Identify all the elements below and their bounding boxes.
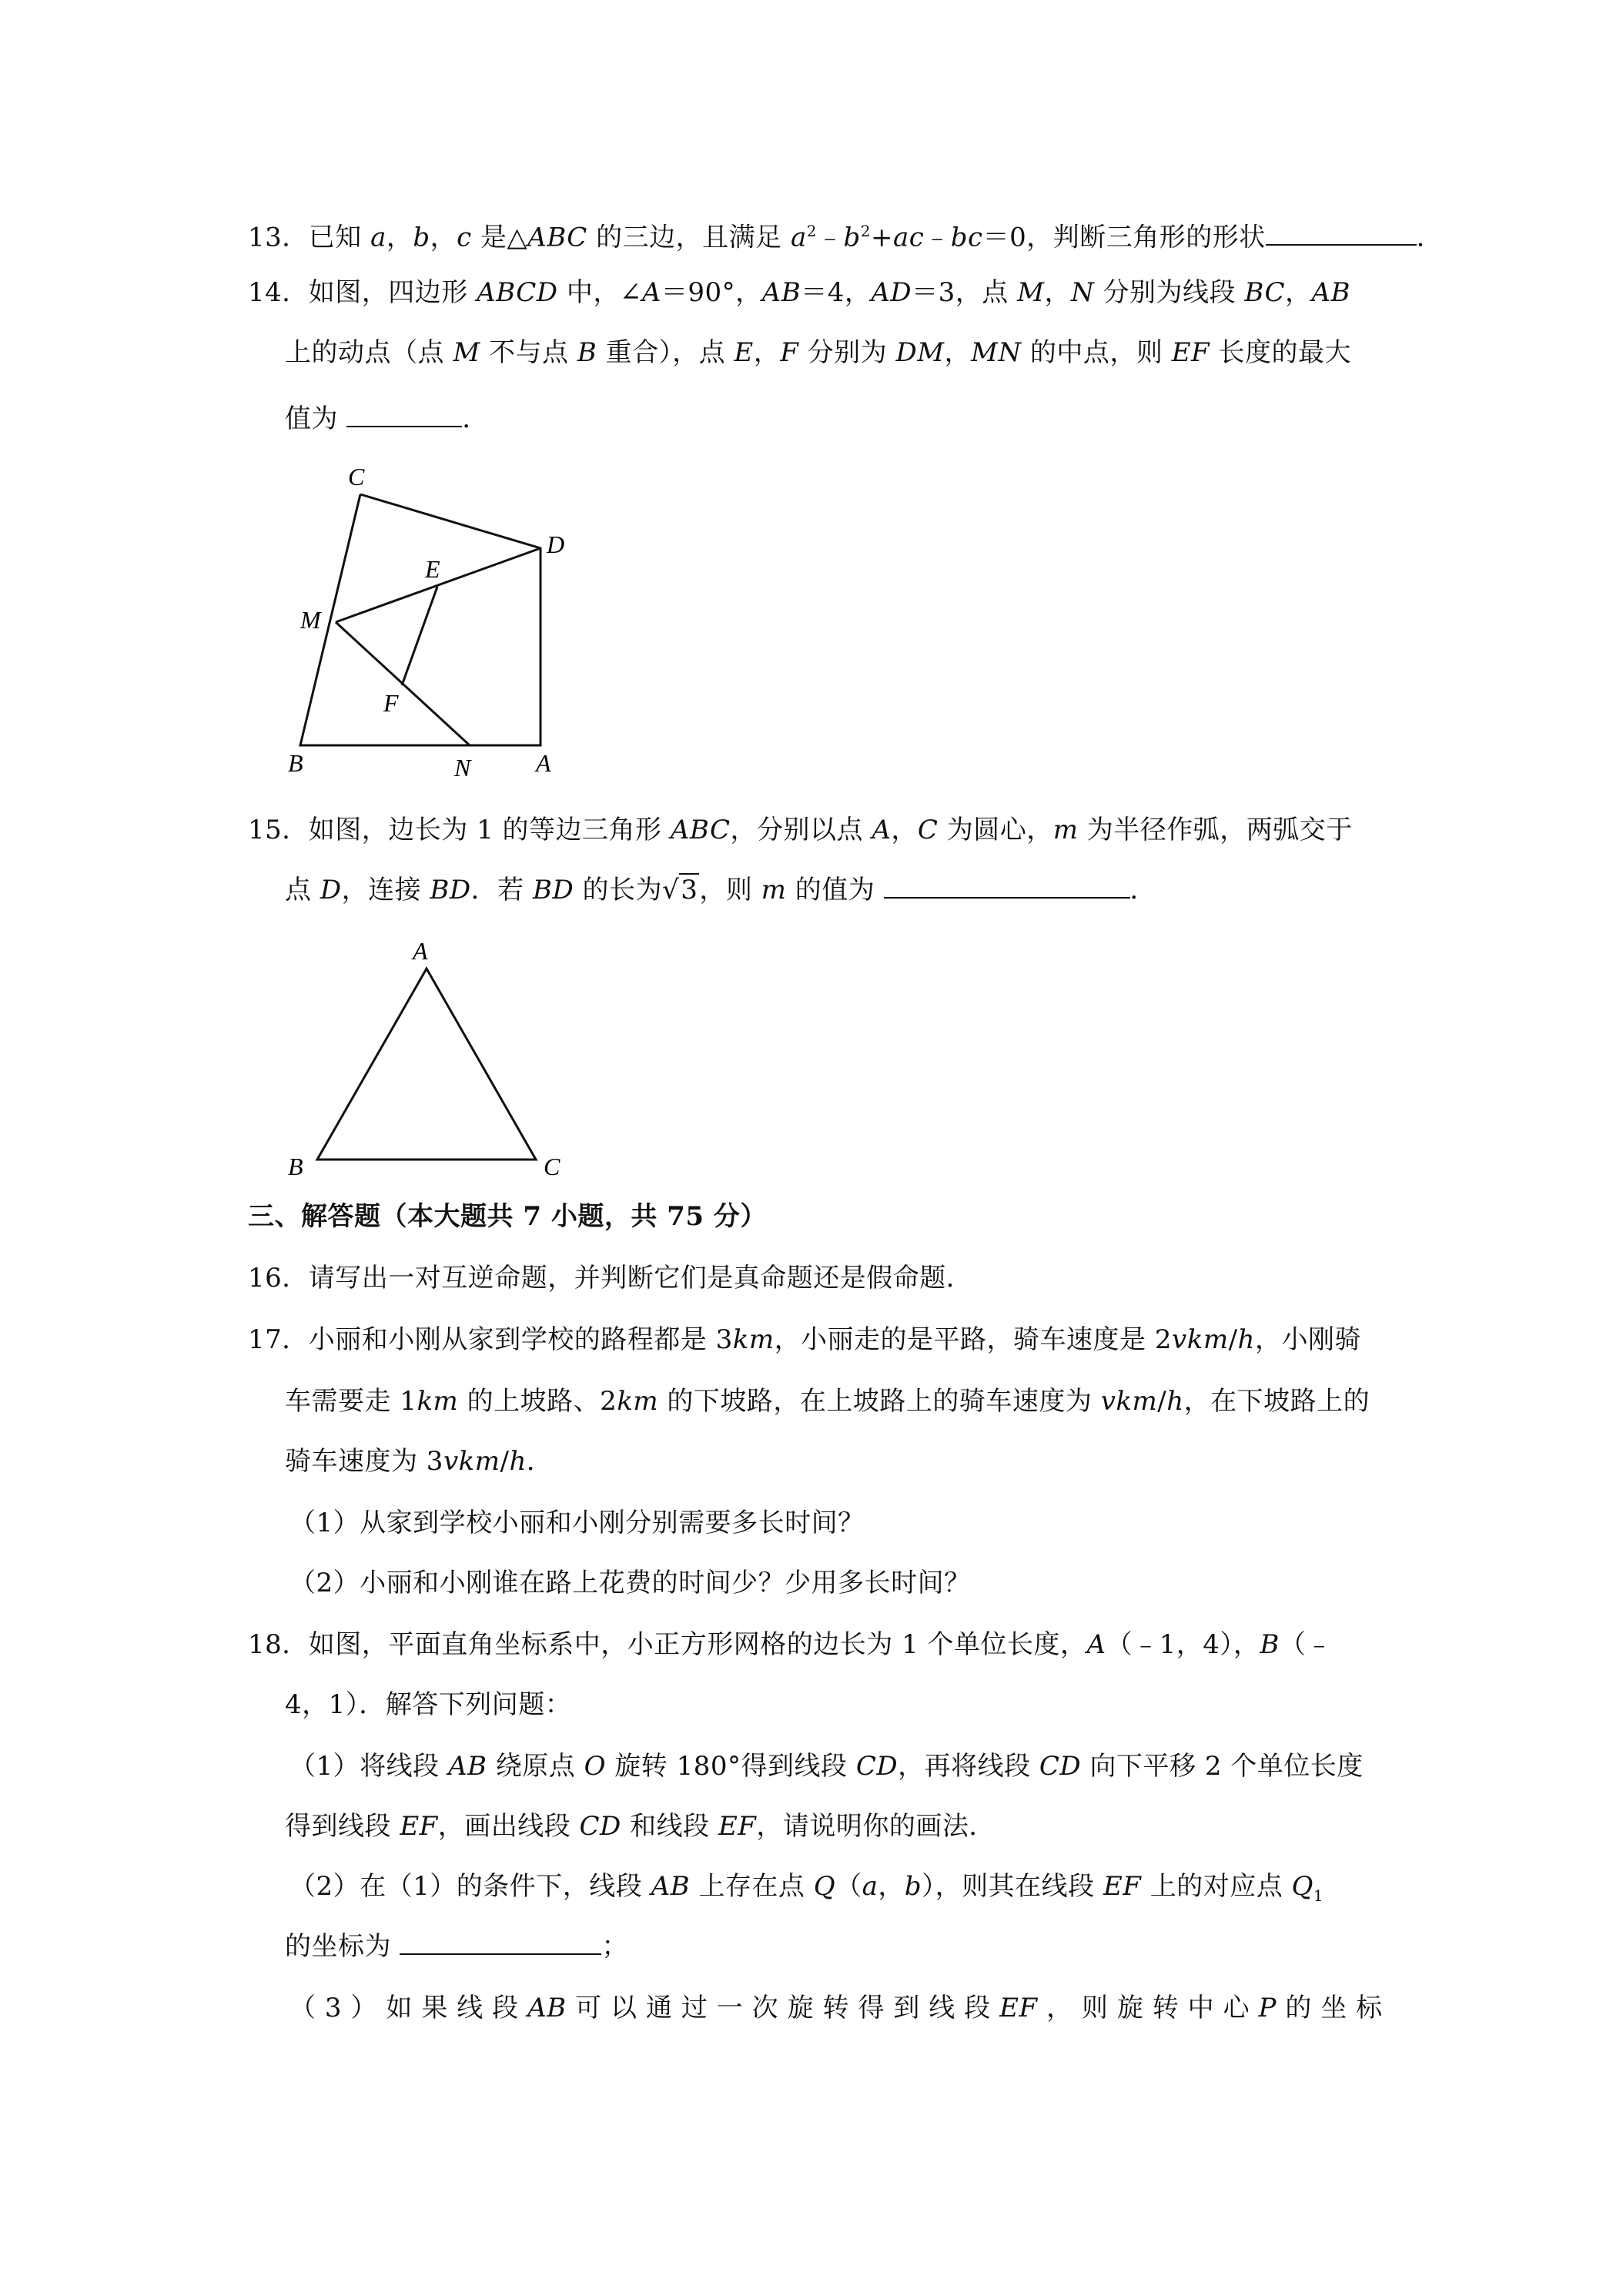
question-13 bbox=[248, 214, 1443, 254]
text: 得到线段 bbox=[285, 1811, 400, 1842]
question-number: 13． bbox=[248, 222, 309, 253]
question-18-sub-1-line-2 bbox=[285, 1809, 996, 1843]
question-17-sub-1: （1）从家到学校小丽和小刚分别需要多长时间？ bbox=[289, 1508, 865, 1538]
unit: h bbox=[509, 1446, 527, 1477]
text: 线 bbox=[929, 1993, 955, 2023]
label-e: E bbox=[425, 555, 440, 583]
question-15-line-2 bbox=[285, 873, 1156, 907]
text: 小丽和小刚从家到学校的路程都是 3 bbox=[308, 1324, 733, 1355]
text: 车需要走 1 bbox=[285, 1386, 417, 1417]
math-var: N bbox=[1070, 277, 1095, 308]
text: 如图，平面直角坐标系中，小正方形网格的边长为 1 个单位长度， bbox=[308, 1629, 1087, 1660]
subscript: 1 bbox=[1313, 1886, 1324, 1905]
question-17-line-2 bbox=[285, 1384, 1370, 1418]
question-18-sub-2-line-1 bbox=[289, 1869, 1323, 1913]
text: 的三边，且满足 bbox=[587, 222, 791, 253]
text: 通 bbox=[645, 1993, 673, 2023]
text: 转 bbox=[1152, 1993, 1180, 2023]
text: ． bbox=[526, 1446, 554, 1477]
question-number: 16． bbox=[248, 1263, 309, 1294]
answer-blank[interactable] bbox=[400, 1930, 601, 1955]
text: 绕原点 bbox=[487, 1751, 584, 1782]
text: ，则 bbox=[699, 875, 761, 905]
text: ， bbox=[1046, 1993, 1073, 2023]
math-var: EF bbox=[400, 1811, 438, 1842]
text: 上存在点 bbox=[690, 1871, 814, 1902]
text: 上的对应点 bbox=[1141, 1871, 1292, 1902]
text: 可 bbox=[575, 1993, 602, 2023]
text: ＝4， bbox=[801, 277, 872, 308]
math-var: BC bbox=[1244, 277, 1285, 308]
text: 心 bbox=[1223, 1993, 1250, 2023]
text: （2）在（1）的条件下，线段 bbox=[289, 1871, 651, 1902]
math-var: E bbox=[734, 337, 754, 368]
question-text: 请写出一对互逆命题，并判断它们是真命题还是假命题． bbox=[308, 1263, 973, 1294]
text: 如图，边长为 1 的等边三角形 bbox=[308, 815, 671, 845]
quadrilateral-edges bbox=[300, 494, 540, 745]
text: ﹣ bbox=[816, 222, 844, 253]
sqrt-expression bbox=[662, 873, 699, 907]
text: ，再将线段 bbox=[898, 1751, 1039, 1782]
text: 骑车速度为 3 bbox=[285, 1446, 443, 1477]
text: 的上坡路、2 bbox=[458, 1386, 617, 1417]
text: 的长为 bbox=[574, 875, 663, 905]
label-b: B bbox=[288, 749, 303, 777]
text: 为圆心， bbox=[938, 815, 1053, 845]
math-var: m bbox=[761, 875, 787, 905]
text: 段 bbox=[492, 1993, 519, 2023]
math-var: a bbox=[862, 1871, 878, 1902]
figure-quadrilateral-abcd bbox=[277, 454, 585, 785]
math-var: M bbox=[453, 337, 480, 368]
question-18-sub-1-line-1 bbox=[289, 1749, 1364, 1783]
math-var: b bbox=[413, 222, 430, 253]
text: ，连接 bbox=[341, 875, 430, 905]
sqrt-sign: √ bbox=[662, 875, 680, 905]
question-18-sub-3-line-1 bbox=[289, 1991, 1383, 2025]
question-17-line-3 bbox=[285, 1444, 553, 1478]
text: 如 bbox=[386, 1993, 413, 2023]
text: 旋转 180°得到线段 bbox=[606, 1751, 856, 1782]
label-f: F bbox=[383, 689, 399, 717]
text: ，请说明你的画法． bbox=[756, 1811, 996, 1842]
label-b: B bbox=[288, 1153, 303, 1180]
text: ﹣ bbox=[924, 222, 951, 253]
text: （ bbox=[289, 1993, 316, 2023]
text: 的下坡路，在上坡路上的骑车速度为 bbox=[658, 1386, 1101, 1417]
text: ， bbox=[753, 337, 781, 368]
answer-blank[interactable] bbox=[884, 874, 1130, 899]
question-14-line-3 bbox=[285, 402, 489, 436]
text: 值为 bbox=[285, 403, 347, 434]
text: ，在下坡路上的 bbox=[1183, 1386, 1370, 1417]
text: ， bbox=[1284, 277, 1312, 308]
answer-blank[interactable] bbox=[346, 403, 462, 427]
text: 次 bbox=[751, 1993, 779, 2023]
math-var: CD bbox=[855, 1751, 899, 1782]
text: ． bbox=[1129, 875, 1157, 905]
text: 是△ bbox=[471, 222, 528, 253]
text: ，分别以点 bbox=[730, 815, 872, 845]
text: 段 bbox=[964, 1993, 991, 2023]
math-var: A bbox=[872, 815, 892, 845]
text: （﹣1，4）， bbox=[1106, 1629, 1260, 1660]
math-var: c bbox=[457, 222, 472, 253]
math-var: AB bbox=[527, 1993, 567, 2023]
math-var: m bbox=[1052, 815, 1079, 845]
math-var: b bbox=[843, 222, 861, 253]
unit: km bbox=[732, 1324, 775, 1355]
text: ＝0，判断三角形的形状 bbox=[982, 222, 1266, 253]
text: 中，∠ bbox=[557, 277, 642, 308]
math-var: a bbox=[790, 222, 807, 253]
text: ， bbox=[386, 222, 413, 253]
question-16 bbox=[248, 1261, 972, 1295]
text: ，画出线段 bbox=[437, 1811, 580, 1842]
text: 点 bbox=[285, 875, 320, 905]
math-var: a bbox=[370, 222, 387, 253]
text: 为半径作弧，两弧交于 bbox=[1078, 815, 1353, 845]
figure-equilateral-triangle bbox=[285, 929, 577, 1183]
unit: vkm bbox=[1100, 1386, 1158, 1417]
text: 的坐标为 bbox=[285, 1931, 400, 1962]
exponent: 2 bbox=[860, 222, 871, 240]
question-14-line-2 bbox=[285, 336, 1351, 370]
question-17-sub-2: （2）小丽和小刚谁在路上花费的时间少？少用多长时间？ bbox=[289, 1568, 971, 1598]
triangle-abc bbox=[317, 969, 536, 1160]
label-d: D bbox=[547, 530, 565, 558]
math-var: ABCD bbox=[477, 277, 558, 308]
math-var: EF bbox=[1103, 1871, 1142, 1902]
math-var: Q bbox=[1291, 1871, 1313, 1902]
text: 果 bbox=[421, 1993, 448, 2023]
section-3-heading: 三、解答题（本大题共 7 小题，共 75 分） bbox=[248, 1201, 767, 1232]
math-var: AB bbox=[1311, 277, 1351, 308]
text: ），则其在线段 bbox=[922, 1871, 1103, 1902]
math-var: C bbox=[917, 815, 939, 845]
text: 则 bbox=[1081, 1993, 1109, 2023]
math-var: AB bbox=[447, 1751, 487, 1782]
unit: h bbox=[1237, 1324, 1255, 1355]
math-var: A bbox=[1086, 1629, 1106, 1660]
question-17-line-1 bbox=[248, 1323, 1361, 1357]
math-var: ac bbox=[892, 222, 925, 253]
math-var: BD bbox=[532, 875, 574, 905]
math-var: AB bbox=[761, 277, 801, 308]
question-number: 15． bbox=[248, 815, 309, 845]
text: 的 bbox=[1285, 1993, 1312, 2023]
text: 到 bbox=[893, 1993, 920, 2023]
text: 和线段 bbox=[621, 1811, 718, 1842]
math-var: AB bbox=[651, 1871, 691, 1902]
text: （ bbox=[835, 1871, 862, 1902]
label-a: A bbox=[413, 937, 428, 965]
text: ， bbox=[1044, 277, 1071, 308]
text: 过 bbox=[681, 1993, 708, 2023]
unit: vkm bbox=[1172, 1324, 1229, 1355]
math-var: F bbox=[780, 337, 799, 368]
text: 标 bbox=[1356, 1993, 1383, 2023]
math-var: MN bbox=[971, 337, 1022, 368]
label-m: M bbox=[300, 606, 321, 634]
text: 中 bbox=[1187, 1993, 1215, 2023]
question-number: 17． bbox=[248, 1324, 309, 1355]
text: ． bbox=[1416, 222, 1444, 253]
math-var: b bbox=[904, 1871, 922, 1902]
math-var: P bbox=[1258, 1993, 1277, 2023]
math-var: O bbox=[584, 1751, 606, 1782]
text: 分别为 bbox=[798, 337, 896, 368]
text: ＝3，点 bbox=[912, 277, 1018, 308]
question-18-line-2: 4，1）．解答下列问题： bbox=[285, 1689, 572, 1720]
text: ，小刚骑 bbox=[1254, 1324, 1361, 1355]
text: 重合），点 bbox=[597, 337, 735, 368]
math-var: DM bbox=[895, 337, 945, 368]
question-14-line-1 bbox=[248, 276, 1350, 310]
text: 长度的最大 bbox=[1210, 337, 1351, 368]
text: ， bbox=[430, 222, 457, 253]
question-number: 14． bbox=[248, 277, 309, 308]
math-var: B bbox=[1260, 1629, 1280, 1660]
math-var: CD bbox=[1039, 1751, 1082, 1782]
text: ） bbox=[350, 1993, 377, 2023]
sqrt-radicand: 3 bbox=[681, 875, 698, 905]
text: ， bbox=[891, 815, 918, 845]
text: 向下平移 2 个单位长度 bbox=[1081, 1751, 1364, 1782]
text: （1）将线段 bbox=[289, 1751, 448, 1782]
math-var: ABC bbox=[670, 815, 731, 845]
text: 已知 bbox=[308, 222, 371, 253]
math-var: EF bbox=[1171, 337, 1210, 368]
text: 坐 bbox=[1320, 1993, 1347, 2023]
text: ， bbox=[944, 337, 972, 368]
label-c: C bbox=[544, 1153, 561, 1180]
question-number: 18． bbox=[248, 1629, 309, 1660]
unit: km bbox=[417, 1386, 459, 1417]
math-var: EF bbox=[718, 1811, 757, 1842]
label-n: N bbox=[454, 754, 471, 782]
text: 上的动点（点 bbox=[285, 337, 453, 368]
text: / bbox=[1157, 1386, 1167, 1417]
text: ，小丽走的是平路，骑车速度是 2 bbox=[774, 1324, 1173, 1355]
text: 不与点 bbox=[480, 337, 577, 368]
text: 一 bbox=[716, 1993, 744, 2023]
text: （﹣ bbox=[1279, 1629, 1333, 1660]
text: 分别为线段 bbox=[1094, 277, 1245, 308]
unit: km bbox=[617, 1386, 659, 1417]
text: ； bbox=[601, 1931, 628, 1962]
math-var: B bbox=[577, 337, 597, 368]
question-18-sub-2-line-2 bbox=[285, 1930, 628, 1963]
math-var: A bbox=[641, 277, 661, 308]
text: 3 bbox=[324, 1993, 343, 2023]
text: 得 bbox=[858, 1993, 885, 2023]
text: ， bbox=[878, 1871, 905, 1902]
text: ．若 bbox=[470, 875, 533, 905]
text: ＝90°， bbox=[661, 277, 762, 308]
text: 的中点，则 bbox=[1021, 337, 1172, 368]
text: 以 bbox=[610, 1993, 637, 2023]
math-var: M bbox=[1017, 277, 1045, 308]
text: + bbox=[870, 222, 893, 253]
label-c: C bbox=[348, 463, 365, 490]
segment-ef bbox=[402, 587, 437, 685]
math-var: BD bbox=[430, 875, 471, 905]
label-a: A bbox=[536, 749, 551, 777]
exponent: 2 bbox=[806, 222, 817, 240]
math-var: Q bbox=[813, 1871, 836, 1902]
text: 的值为 bbox=[786, 875, 884, 905]
text: 旋 bbox=[787, 1993, 815, 2023]
text: / bbox=[500, 1446, 510, 1477]
question-18-line-1 bbox=[248, 1628, 1333, 1662]
text: 转 bbox=[822, 1993, 850, 2023]
text: / bbox=[1228, 1324, 1238, 1355]
question-15-line-1 bbox=[248, 813, 1353, 847]
answer-blank[interactable] bbox=[1266, 221, 1417, 246]
text: 线 bbox=[457, 1993, 484, 2023]
unit: vkm bbox=[443, 1446, 500, 1477]
text: 旋 bbox=[1116, 1993, 1144, 2023]
math-var: AD bbox=[871, 277, 912, 308]
text: 如图，四边形 bbox=[308, 277, 477, 308]
math-var: ABC bbox=[527, 222, 587, 253]
math-var: bc bbox=[950, 222, 983, 253]
unit: h bbox=[1166, 1386, 1184, 1417]
math-var: EF bbox=[999, 1993, 1038, 2023]
math-var: D bbox=[320, 875, 342, 905]
math-var: CD bbox=[579, 1811, 621, 1842]
text: ． bbox=[462, 403, 489, 434]
